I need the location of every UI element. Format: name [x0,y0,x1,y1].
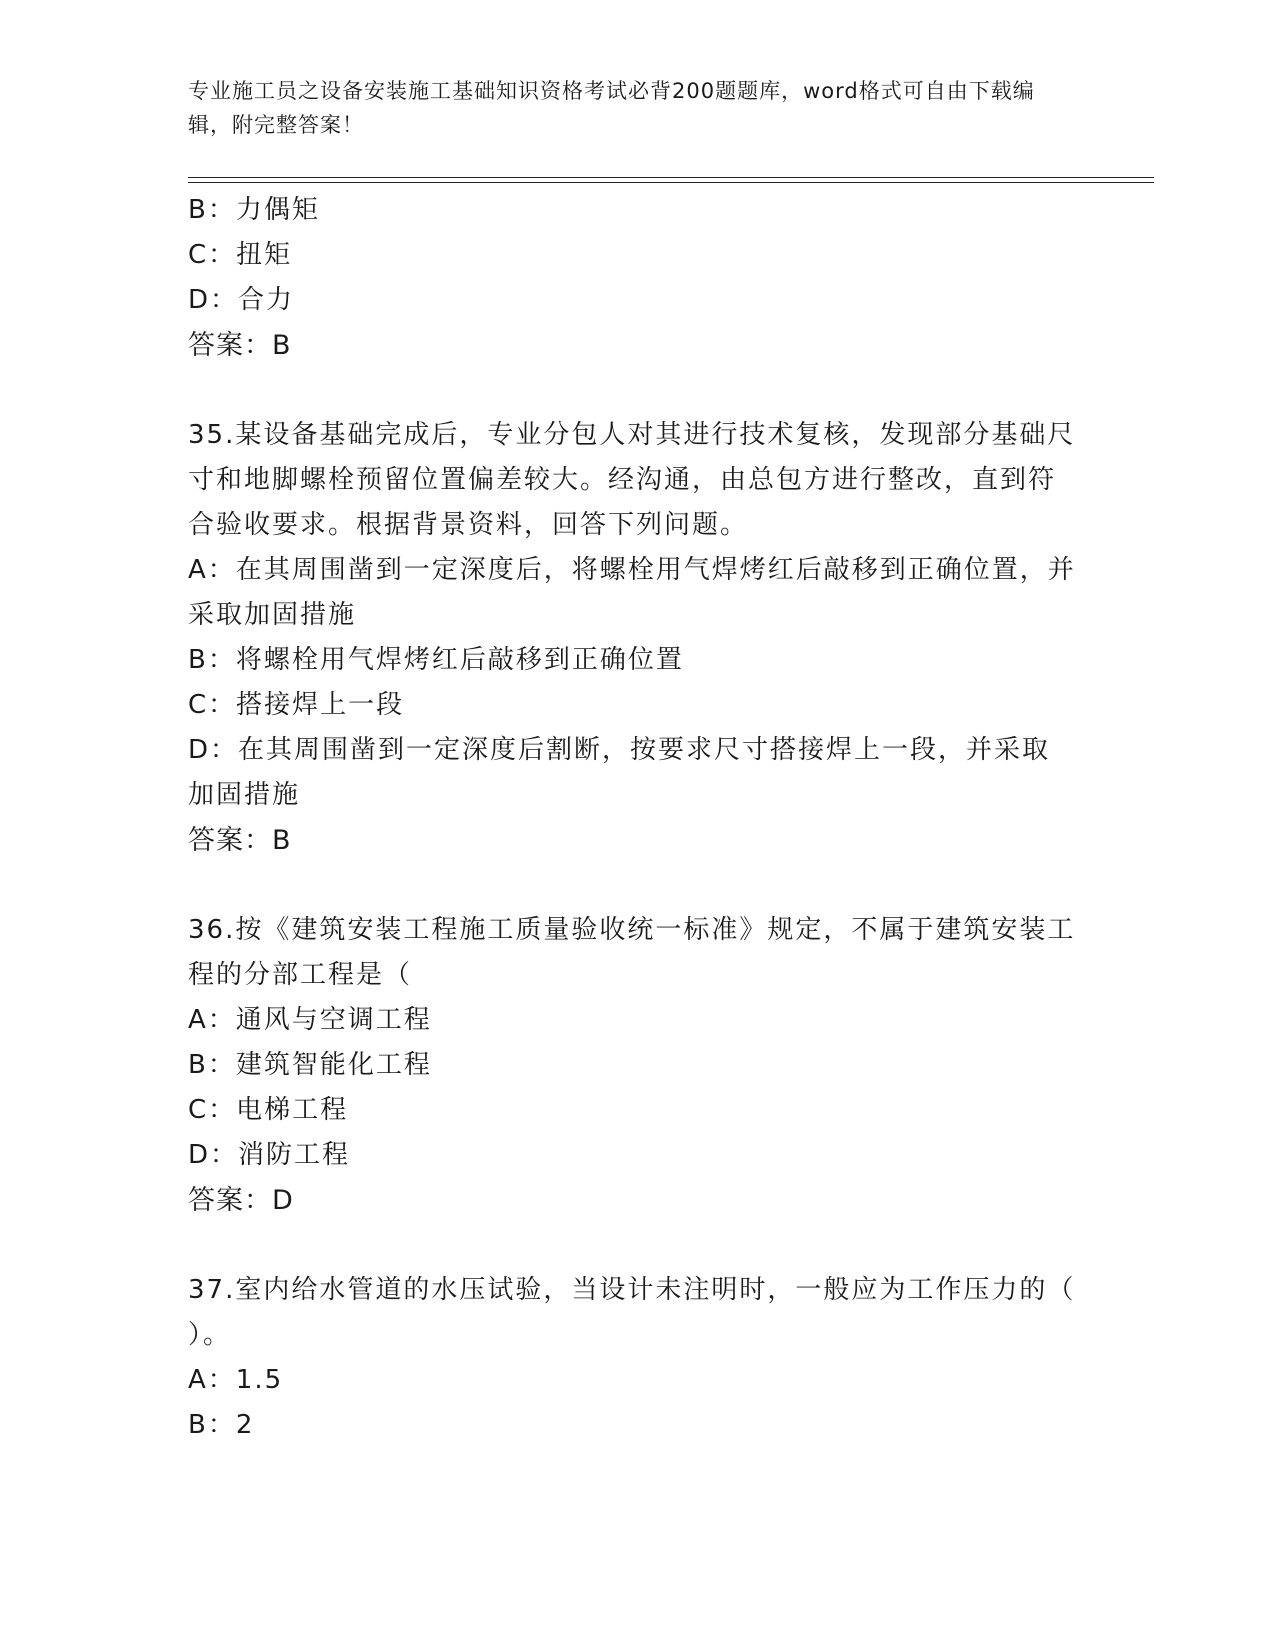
spacer [188,1223,1078,1268]
option-b: B：将螺栓用气焊烤红后敲移到正确位置 [188,645,684,675]
question-stem: 36.按《建筑安装工程施工质量验收统一标准》规定，不属于建筑安装工程的分部工程是（ [188,915,1076,990]
option-a: A：通风与空调工程 [188,1005,432,1035]
option-c: C：电梯工程 [188,1095,349,1125]
header-rule-bottom [188,182,1154,183]
option-b: B：建筑智能化工程 [188,1050,432,1080]
answer: 答案：B [188,825,292,856]
option-a: A：1.5 [188,1365,284,1395]
spacer [188,368,1078,413]
question-content [188,188,1078,1448]
option-c: C：搭接焊上一段 [188,690,405,720]
question-35 [188,413,1078,863]
document-header: 专业施工员之设备安装施工基础知识资格考试必背200题题库，word格式可自由下载编辑，附完整答案！ [188,79,1035,137]
option-b: B：力偶矩 [188,195,320,225]
option-c: C：扭矩 [188,240,293,270]
question-34-tail [188,188,1078,368]
option-d: D：合力 [188,285,295,315]
header-rule-top [188,177,1154,178]
option-d: D：在其周围凿到一定深度后割断，按要求尺寸搭接焊上一段，并采取加固措施 [188,735,1051,810]
spacer [188,863,1078,908]
answer: 答案：D [188,1185,294,1216]
option-a: A：在其周围凿到一定深度后，将螺栓用气焊烤红后敲移到正确位置，并采取加固措施 [188,555,1076,630]
answer: 答案：B [188,330,292,361]
question-stem: 35.某设备基础完成后，专业分包人对其进行技术复核，发现部分基础尺寸和地脚螺栓预留位置偏差较大。经沟通，由总包方进行整改，直到符合验收要求。根据背景资料，回答下列问题。 [188,420,1076,540]
option-d: D：消防工程 [188,1140,351,1170]
question-37 [188,1268,1078,1448]
question-stem: 37.室内给水管道的水压试验，当设计未注明时，一般应为工作压力的（ ）。 [188,1275,1076,1350]
option-b: B：2 [188,1410,255,1440]
question-36 [188,908,1078,1223]
